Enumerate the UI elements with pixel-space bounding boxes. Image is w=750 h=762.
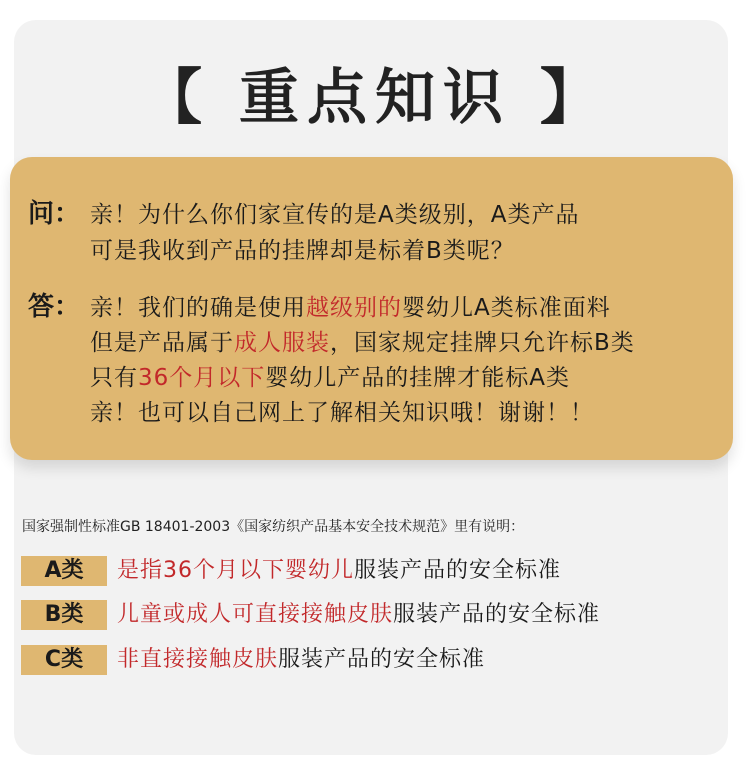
class-a-rest: 服装产品的安全标准 <box>354 558 562 583</box>
class-a-highlight: 是指36个月以下婴幼儿 <box>117 558 354 583</box>
answer-label: 答： <box>28 292 81 322</box>
answer-line-3 <box>90 359 570 392</box>
answer-line-1-rest: 婴幼儿A类标准面料 <box>402 295 611 321</box>
answer-line-2 <box>90 324 635 357</box>
answer-line-1 <box>90 289 611 322</box>
class-c-rest: 服装产品的安全标准 <box>278 647 486 672</box>
page-title: 【 重点知识 】 <box>142 63 608 133</box>
answer-line-4: 亲！也可以自己网上了解相关知识哦！谢谢！！ <box>90 400 594 426</box>
class-b-highlight: 儿童或成人可直接接触皮肤 <box>117 602 394 627</box>
answer-line-2-highlight: 成人服装 <box>234 330 330 356</box>
question-line-2: 可是我收到产品的挂牌却是标着B类呢？ <box>90 238 515 264</box>
class-b-description <box>117 600 600 630</box>
class-b-tag: B类 <box>21 600 107 630</box>
class-b-rest: 服装产品的安全标准 <box>393 602 601 627</box>
answer-line-3-rest: 婴幼儿产品的挂牌才能标A类 <box>265 365 571 391</box>
standard-note: 国家强制性标准GB 18401-2003《国家纺织产品基本安全技术规范》里有说明： <box>22 519 525 535</box>
answer-line-2-rest: ，国家规定挂牌只允许标B类 <box>330 330 635 356</box>
class-c-highlight: 非直接接触皮肤 <box>117 647 279 672</box>
answer-line-1-text: 亲！我们的确是使用 <box>90 295 306 321</box>
answer-line-1-highlight: 越级别的 <box>306 295 402 321</box>
class-a-description <box>117 556 561 586</box>
class-c-tag: C类 <box>21 645 107 675</box>
question-line-1: 亲！为什么你们家宣传的是A类级别，A类产品 <box>90 202 580 228</box>
class-a-tag: A类 <box>21 556 107 586</box>
answer-line-2-text: 但是产品属于 <box>90 330 234 356</box>
class-c-description <box>117 645 485 675</box>
qa-panel <box>10 157 733 460</box>
question-label: 问： <box>28 199 81 229</box>
answer-line-3-text: 只有 <box>90 365 138 391</box>
answer-line-3-highlight: 36个月以下 <box>138 365 266 391</box>
